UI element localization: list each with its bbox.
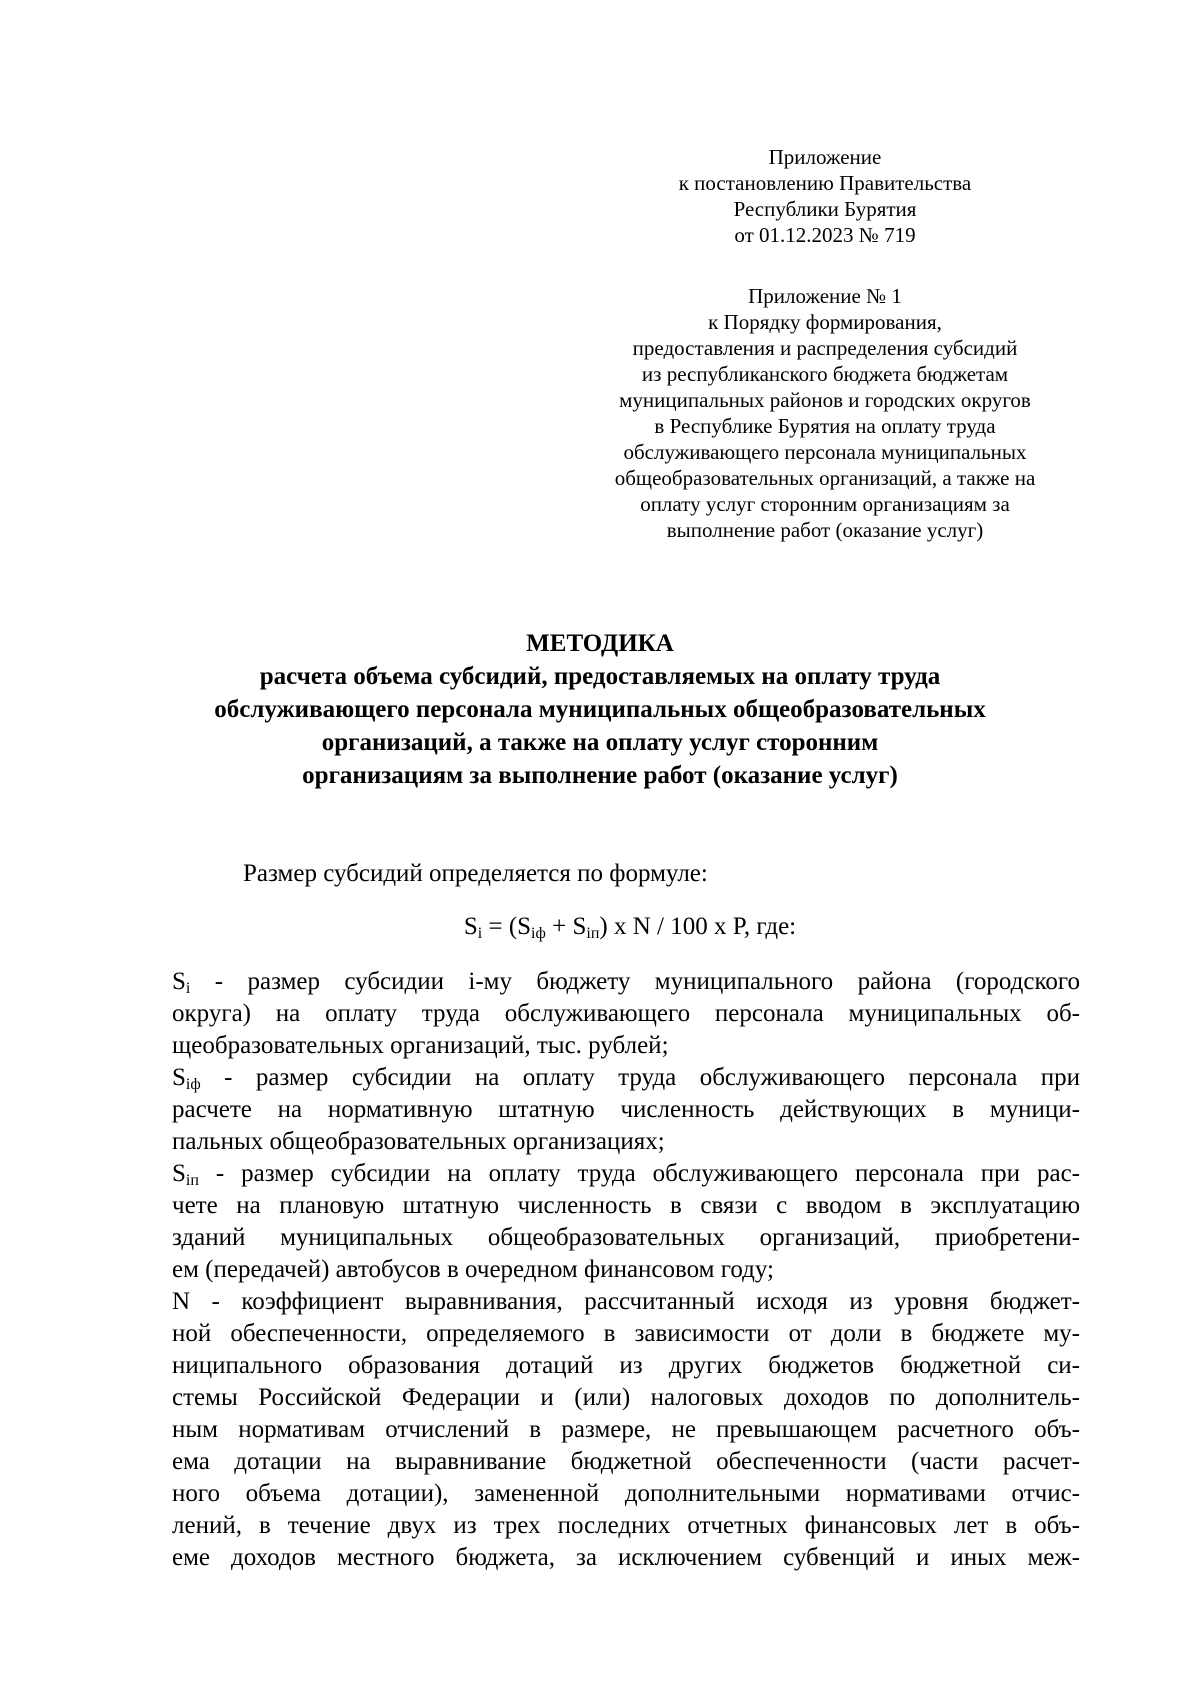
definition-n: N - коэффициент выравнивания, рассчитанный исходя из уровня бюджет- xyxy=(172,1288,1080,1315)
definition-symbol: S xyxy=(172,1064,186,1091)
definition-sip xyxy=(172,1158,1080,1190)
appendix-line: к Порядку формирования, xyxy=(708,310,942,334)
definition-si xyxy=(172,966,1080,998)
title-line: организациям за выполнение работ (оказание услуг) xyxy=(302,762,898,789)
appendix-line: обслуживающего персонала муниципальных xyxy=(623,440,1027,464)
title-line: расчета объема субсидий, предоставляемых на оплату труда xyxy=(259,663,941,690)
appendix-line: предоставления и распределения субсидий xyxy=(632,336,1018,360)
definition-text: - размер субсидии i-му бюджету муниципального района (городского xyxy=(190,968,1080,995)
formula-subscript: i xyxy=(477,925,483,942)
definition-line: ным нормативам отчислений в размере, не превышающем расчетного объ- xyxy=(172,1416,1080,1443)
definitions-list xyxy=(172,966,1080,1574)
appendix-line: Приложение xyxy=(768,145,882,169)
appendix-header-resolution xyxy=(580,144,1070,248)
appendix-line: от 01.12.2023 № 719 xyxy=(734,223,916,247)
title-line: организаций, а также на оплату услуг сторонним xyxy=(321,729,879,756)
formula-part: + S xyxy=(545,913,587,940)
definition-line: ем (передачей) автобусов в очередном финансовом году; xyxy=(172,1256,775,1283)
definition-symbol: S xyxy=(172,968,186,995)
appendix-line: в Республике Бурятия на оплату труда xyxy=(654,414,996,438)
formula-subscript: iп xyxy=(586,925,600,942)
definition-sif xyxy=(172,1062,1080,1094)
definition-line: ема дотации на выравнивание бюджетной обеспеченности (части расчет- xyxy=(172,1448,1080,1475)
intro-paragraph: Размер субсидий определяется по формуле: xyxy=(243,860,708,887)
definition-subscript: iп xyxy=(185,1172,199,1189)
formula-part: = (S xyxy=(482,913,532,940)
appendix-line: к постановлению Правительства xyxy=(678,171,972,195)
appendix-line: из республиканского бюджета бюджетам xyxy=(641,362,1009,386)
appendix-header-procedure xyxy=(580,283,1070,543)
appendix-line: муниципальных районов и городских округов xyxy=(619,388,1031,412)
subsidy-formula xyxy=(0,911,1200,943)
title-heading: МЕТОДИКА xyxy=(526,630,674,657)
formula-symbol: S xyxy=(463,913,478,940)
definition-line: чете на плановую штатную численность в связи с вводом в эксплуатацию xyxy=(172,1192,1080,1219)
definition-subscript: iф xyxy=(185,1076,201,1093)
definition-line: стемы Российской Федерации и (или) налоговых доходов по дополнитель- xyxy=(172,1384,1080,1411)
appendix-line: Республики Бурятия xyxy=(733,197,917,221)
definition-line: ной обеспеченности, определяемого в зависимости от доли в бюджете му- xyxy=(172,1320,1080,1347)
definition-line: округа) на оплату труда обслуживающего персонала муниципальных об- xyxy=(172,1000,1080,1027)
definition-line: расчете на нормативную штатную численность действующих в муници- xyxy=(172,1096,1080,1123)
definition-line: ниципального образования дотаций из других бюджетов бюджетной си- xyxy=(172,1352,1080,1379)
appendix-line: общеобразовательных организаций, а также на xyxy=(614,466,1036,490)
definition-line: ного объема дотации), замененной дополнительными нормативами отчис- xyxy=(172,1480,1080,1507)
appendix-line: выполнение работ (оказание услуг) xyxy=(666,518,984,542)
definition-line: пальных общеобразовательных организациях; xyxy=(172,1128,665,1155)
definition-text: - размер субсидии на оплату труда обслуживающего персонала при рас- xyxy=(198,1160,1080,1187)
definition-subscript: i xyxy=(185,980,191,997)
definition-line: щеобразовательных организаций, тыс. рублей; xyxy=(172,1032,669,1059)
document-title xyxy=(150,627,1050,792)
title-line: обслуживающего персонала муниципальных общеобразовательных xyxy=(214,696,986,723)
definition-line: лений, в течение двух из трех последних отчетных финансовых лет в объ- xyxy=(172,1512,1080,1539)
definition-symbol: S xyxy=(172,1160,186,1187)
appendix-line: оплату услуг сторонним организациям за xyxy=(640,492,1010,516)
formula-part: ) x N / 100 x P, где: xyxy=(599,913,797,940)
definition-text: - размер субсидии на оплату труда обслуживающего персонала при xyxy=(200,1064,1080,1091)
appendix-line: Приложение № 1 xyxy=(748,284,902,308)
formula-subscript: iф xyxy=(531,925,546,942)
definition-line: зданий муниципальных общеобразовательных организаций, приобретени- xyxy=(172,1224,1080,1251)
definition-line: еме доходов местного бюджета, за исключением субвенций и иных меж- xyxy=(172,1544,1080,1571)
